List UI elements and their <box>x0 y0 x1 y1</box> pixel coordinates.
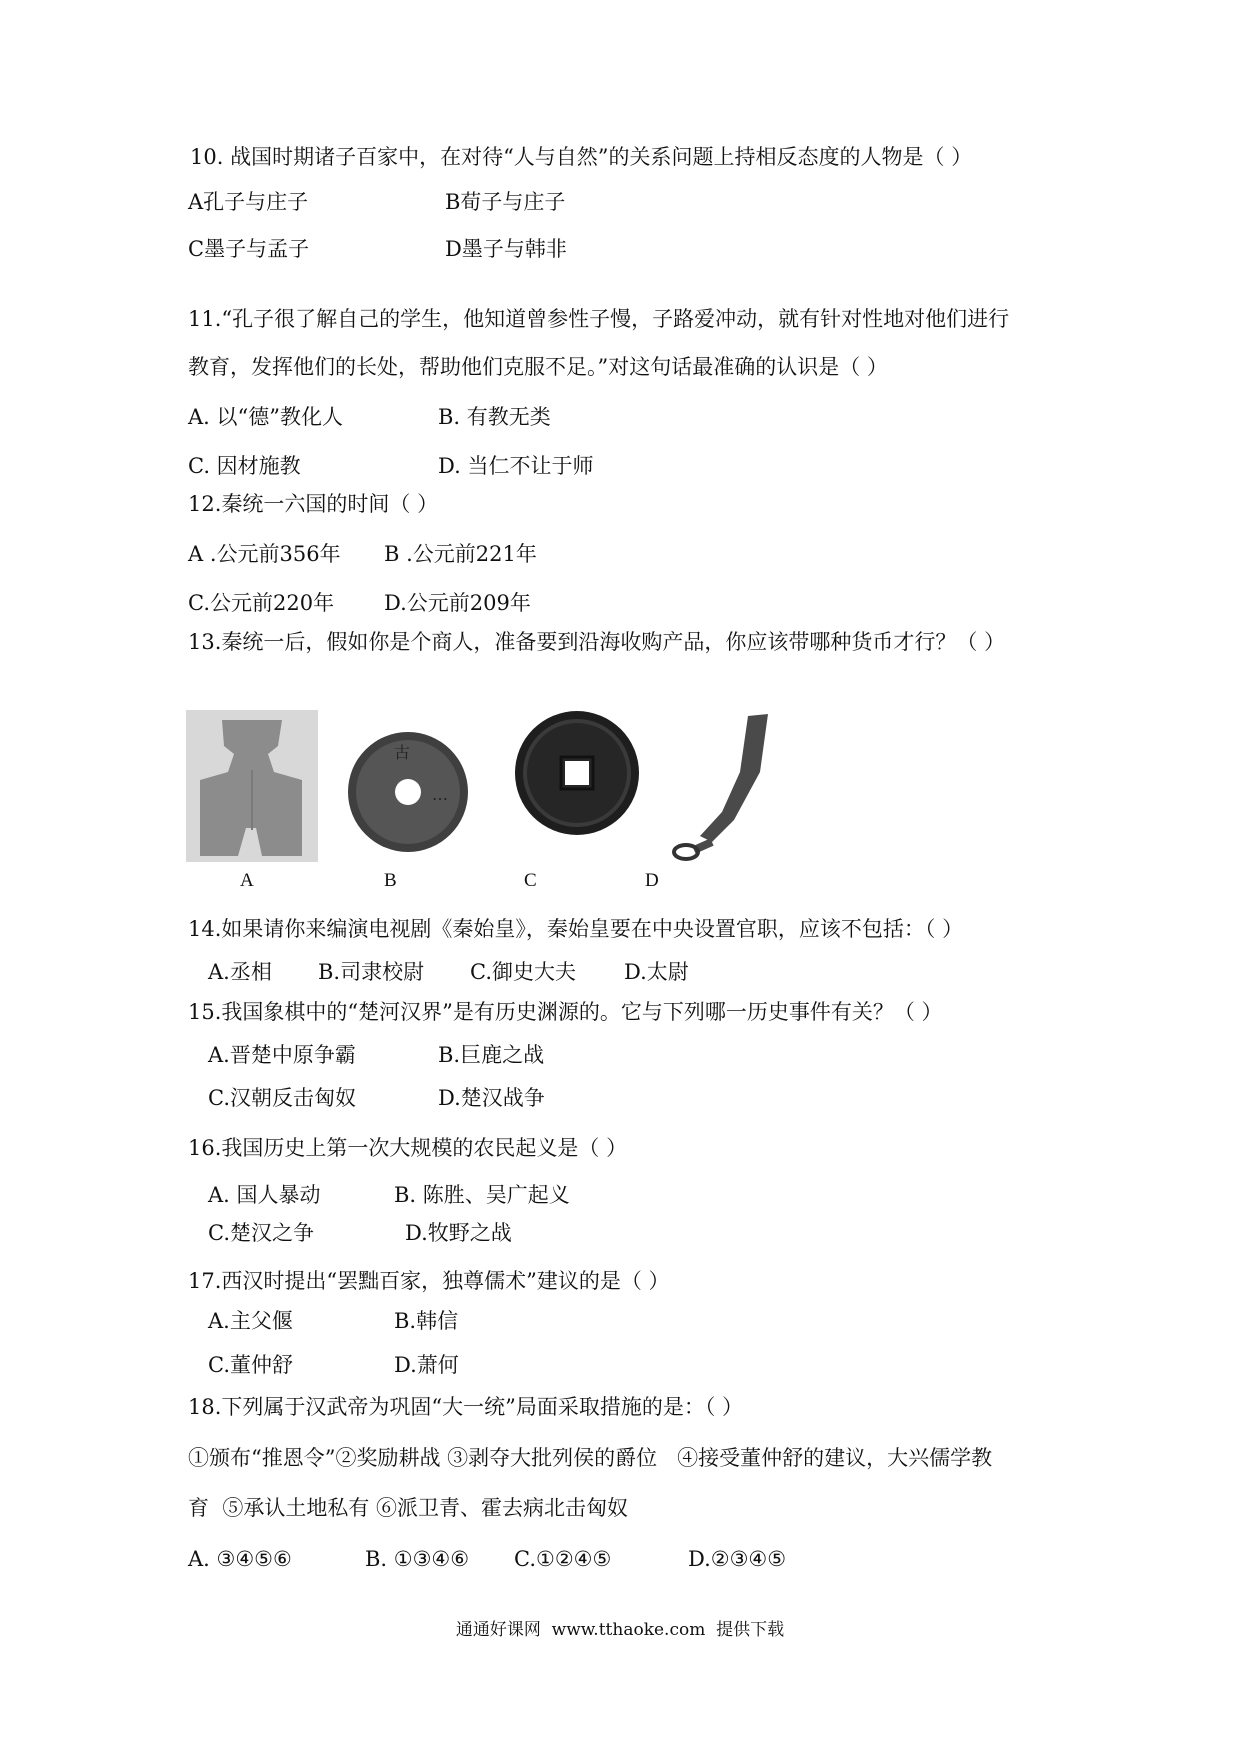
q17-option-a: A.主父偃 <box>208 1309 293 1333</box>
q12-option-b: B .公元前221年 <box>384 542 537 566</box>
q16-option-c: C.楚汉之争 <box>208 1221 314 1245</box>
q11-option-c: C. 因材施教 <box>188 454 301 478</box>
q18-option-d: D.②③④⑤ <box>688 1547 787 1571</box>
svg-text:古: 古 <box>394 743 411 762</box>
q14-option-b: B.司隶校尉 <box>318 960 425 984</box>
question-18-stem-line-3: 育 ⑤承认土地私有 ⑥派卫青、霍去病北击匈奴 <box>188 1496 629 1520</box>
q16-option-d: D.牧野之战 <box>405 1221 512 1245</box>
q18-option-a: A. ③④⑤⑥ <box>188 1547 292 1571</box>
coin-b-round-hole-coin <box>344 728 472 856</box>
q14-option-d: D.太尉 <box>624 960 689 984</box>
question-14-stem: 14.如果请你来编演电视剧《秦始皇》，秦始皇要在中央设置官职，应该不包括：（ ） <box>188 917 964 941</box>
q11-option-a: A. 以“德”教化人 <box>188 405 343 429</box>
q11-option-b: B. 有教无类 <box>438 405 551 429</box>
coin-label-c: C <box>524 870 537 891</box>
q12-option-d: D.公元前209年 <box>384 591 531 615</box>
q16-option-b: B. 陈胜、吴广起义 <box>394 1183 570 1207</box>
coin-c-square-hole-coin <box>512 708 642 838</box>
q17-option-b: B.韩信 <box>394 1309 459 1333</box>
q14-option-c: C.御史大夫 <box>470 960 576 984</box>
page-footer-source: 通通好课网 www.tthaoke.com 提供下载 <box>455 1620 785 1640</box>
question-16-stem: 16.我国历史上第一次大规模的农民起义是（ ） <box>188 1136 628 1160</box>
svg-text:…: … <box>432 785 448 804</box>
coin-label-d: D <box>645 870 659 891</box>
q14-option-a: A.丞相 <box>208 960 272 984</box>
q10-option-d: D墨子与韩非 <box>445 237 567 261</box>
question-15-stem: 15.我国象棋中的“楚河汉界”是有历史渊源的。它与下列哪一历史事件有关？（ ） <box>188 1000 943 1024</box>
question-17-stem: 17.西汉时提出“罢黜百家，独尊儒术”建议的是（ ） <box>188 1269 670 1293</box>
q15-option-b: B.巨鹿之战 <box>438 1043 545 1067</box>
q12-option-a: A .公元前356年 <box>188 542 341 566</box>
q16-option-a: A. 国人暴动 <box>208 1183 321 1207</box>
question-18-stem-line-2: ①颁布“推恩令”②奖励耕战 ③剥夺大批列侯的爵位 ④接受董仲舒的建议，大兴儒学教 <box>188 1446 993 1470</box>
question-18-stem-line-1: 18.下列属于汉武帝为巩固“大一统”局面采取措施的是：（ ） <box>188 1395 744 1419</box>
question-13-stem: 13.秦统一后，假如你是个商人，准备要到沿海收购产品，你应该带哪种货币才行？（ ） <box>188 630 1006 654</box>
question-10-stem: 10. 战国时期诸子百家中，在对待“人与自然”的关系问题上持相反态度的人物是（ ） <box>190 145 973 169</box>
q17-option-c: C.董仲舒 <box>208 1353 293 1377</box>
q15-option-d: D.楚汉战争 <box>438 1086 545 1110</box>
q10-option-b: B荀子与庄子 <box>445 190 566 214</box>
q18-option-c: C.①②④⑤ <box>514 1547 612 1571</box>
question-12-stem: 12.秦统一六国的时间（ ） <box>188 492 439 516</box>
coin-d-knife-money <box>670 712 780 862</box>
q15-option-c: C.汉朝反击匈奴 <box>208 1086 356 1110</box>
coin-label-a: A <box>240 870 254 891</box>
coin-label-b: B <box>384 870 397 891</box>
q15-option-a: A.晋楚中原争霸 <box>208 1043 356 1067</box>
q18-option-b: B. ①③④⑥ <box>365 1547 470 1571</box>
q11-option-d: D. 当仁不让于师 <box>438 454 594 478</box>
q10-option-a: A孔子与庄子 <box>188 190 309 214</box>
coin-a-spade-money <box>186 710 318 862</box>
q10-option-c: C墨子与孟子 <box>188 237 310 261</box>
q12-option-c: C.公元前220年 <box>188 591 335 615</box>
question-11-stem-line-1: 11.“孔子很了解自己的学生，他知道曾参性子慢，子路爱冲动，就有针对性地对他们进行 <box>188 307 1010 331</box>
question-11-stem-line-2: 教育，发挥他们的长处，帮助他们克服不足。”对这句话最准确的认识是（ ） <box>188 355 888 379</box>
q17-option-d: D.萧何 <box>394 1353 459 1377</box>
